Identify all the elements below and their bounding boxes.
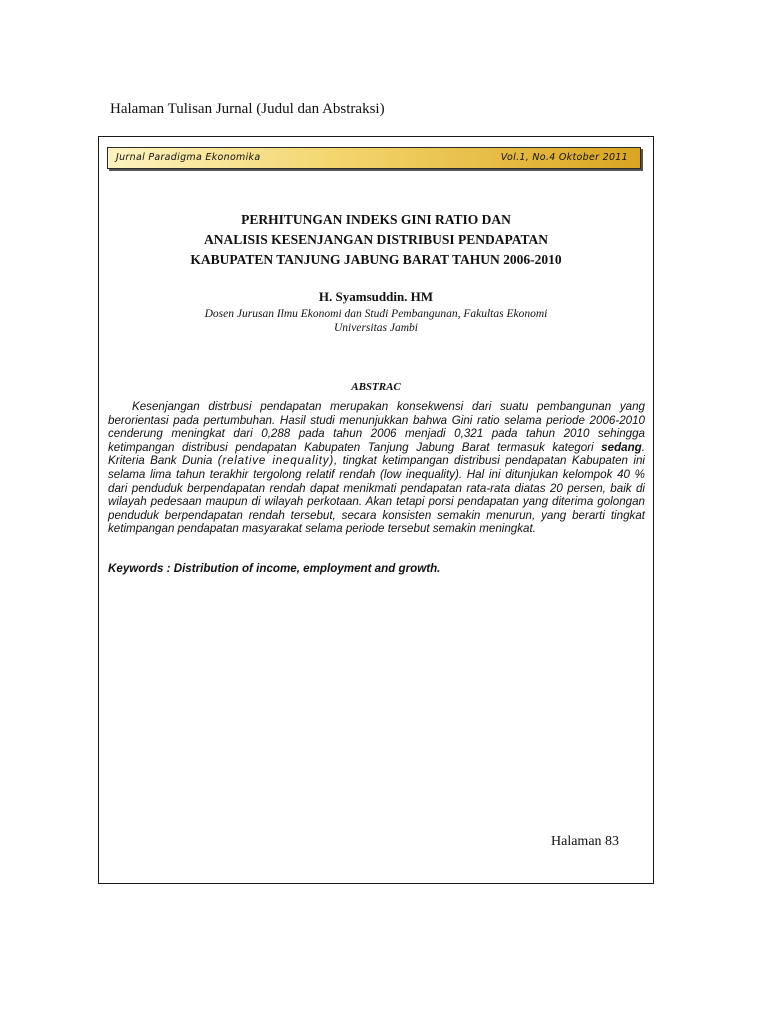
- article-title: [99, 210, 653, 270]
- affiliation-line: Universitas Jambi: [333, 322, 418, 334]
- author-affiliation: [99, 307, 653, 335]
- journal-banner: [107, 147, 641, 169]
- journal-issue: Vol.1, No.4 Oktober 2011: [500, 152, 628, 163]
- abstract-bold-term: sedang: [601, 440, 642, 454]
- keywords: Keywords : Distribution of income, employment and growth.: [108, 562, 441, 575]
- affiliation-line: Dosen Jurusan Ilmu Ekonomi dan Studi Pembangunan, Fakultas Ekonomi: [204, 308, 548, 320]
- journal-page-frame: [98, 136, 654, 884]
- abstract-spaced-term: (relative inequality): [217, 454, 335, 468]
- journal-name: Jurnal Paradigma Ekonomika: [116, 152, 261, 163]
- title-line: PERHITUNGAN INDEKS GINI RATIO DAN: [241, 212, 511, 227]
- title-line: KABUPATEN TANJUNG JABUNG BARAT TAHUN 2006-2010: [190, 252, 562, 267]
- page-caption: Halaman Tulisan Jurnal (Judul dan Abstraksi): [110, 101, 385, 117]
- abstract-text: Kesenjangan distrbusi pendapatan merupakan konsekwensi dari suatu pembangunan yang berorientasi pada pertumbuhan. Hasil studi menunjukkan bahwa Gini ratio selama periode 2006-2010 cenderung meningkat dari 0,288 pada tahun 2006 menjadi 0,321 pada tahun 2010 sehingga ketimpangan distribusi pendapatan Kabupaten Tanjung Jabung Barat termasuk kategori: [108, 400, 645, 454]
- abstract-heading: ABSTRAC: [351, 381, 401, 393]
- page-number: Halaman 83: [551, 834, 620, 849]
- abstract-body: [108, 400, 645, 536]
- abstract-text: , tingkat ketimpangan distribusi pendapatan Kabupaten ini selama lima tahun terakhir tergolong relatif rendah (low inequality). Hal ini ditunjukan kelompok 40 % dari penduduk berpendapatan rendah dapat menikmati pendapatan rata-rata diatas 20 persen, baik di wilayah pedesaan maupun di wilayah perkotaan. Akan tetapi porsi pendapatan yang diterima golongan penduduk berpendapatan rendah tersebut, secara konsisten semakin menurun, yang berarti tingkat ketimpangan pendapatan masyarakat selama periode tersebut semakin meningkat.: [108, 454, 646, 536]
- abstract-text: . Kriteria Bank Dunia: [108, 440, 645, 468]
- title-line: ANALISIS KESENJANGAN DISTRIBUSI PENDAPATAN: [204, 232, 548, 247]
- author-name: H. Syamsuddin. HM: [318, 289, 434, 304]
